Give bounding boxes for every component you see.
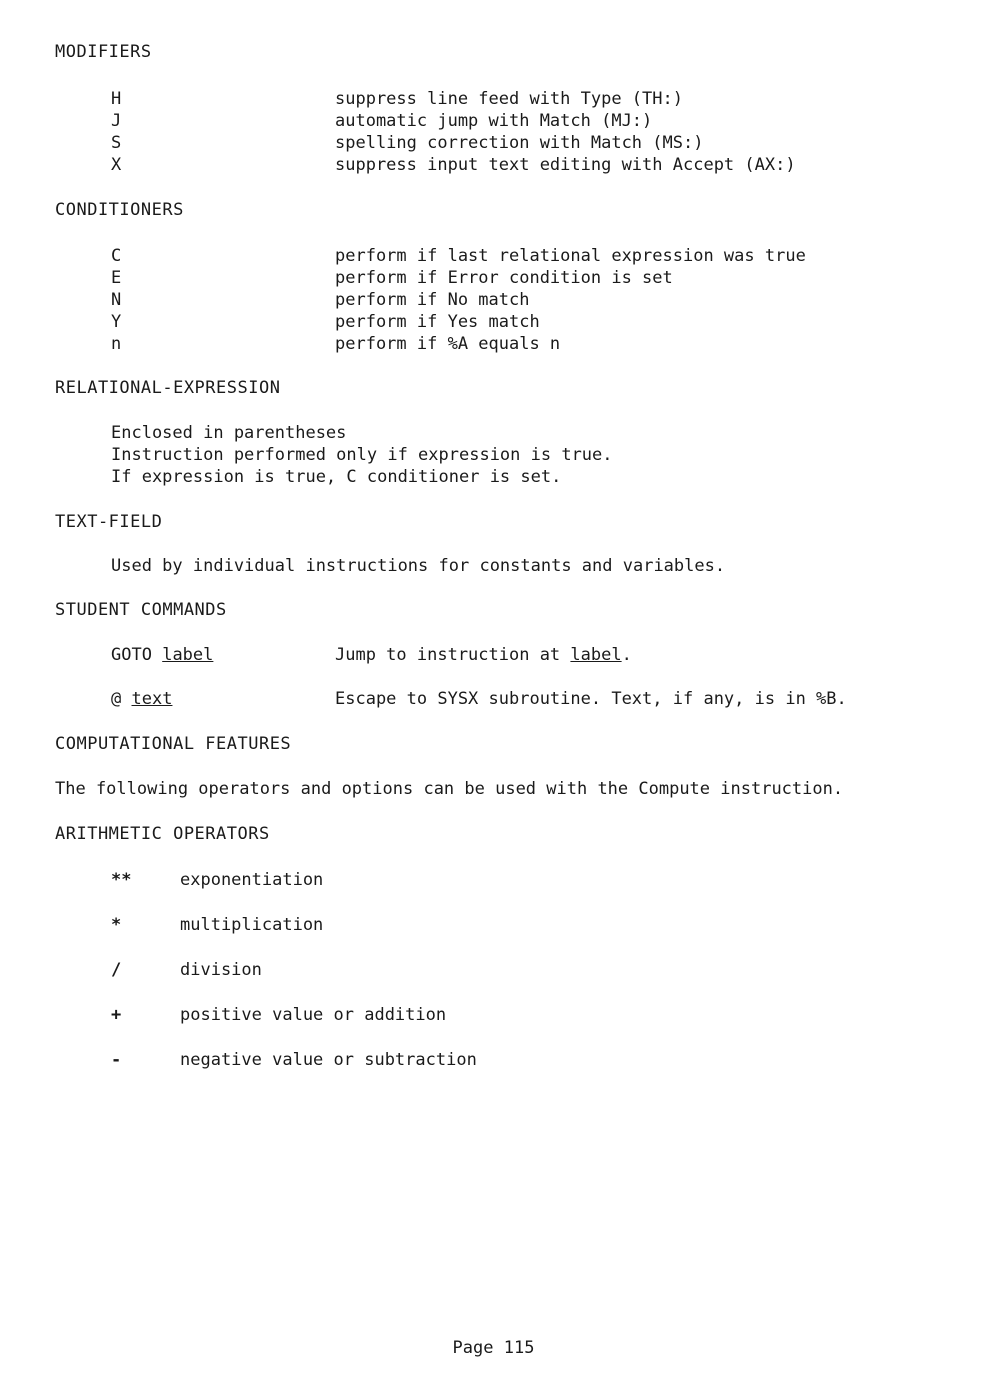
operator-desc: multiplication <box>180 915 324 935</box>
conditioner-code: n <box>111 334 122 354</box>
conditioner-code: E <box>111 268 122 288</box>
goto-argument: label <box>162 645 214 665</box>
operator-symbol: - <box>111 1050 122 1070</box>
goto-keyword: GOTO <box>111 645 152 665</box>
relational-line: Enclosed in parentheses <box>111 423 347 443</box>
goto-command <box>111 645 213 665</box>
textfield-heading: TEXT-FIELD <box>55 512 163 532</box>
relational-line: If expression is true, C conditioner is set. <box>111 467 562 487</box>
conditioner-desc: perform if No match <box>335 290 530 310</box>
textfield-line: Used by individual instructions for constants and variables. <box>111 556 726 576</box>
conditioner-desc: perform if Yes match <box>335 312 540 332</box>
computational-heading: COMPUTATIONAL FEATURES <box>55 734 292 754</box>
escape-command <box>111 689 172 709</box>
student-commands-heading: STUDENT COMMANDS <box>55 600 227 620</box>
modifiers-heading: MODIFIERS <box>55 42 152 62</box>
modifier-code: S <box>111 133 122 153</box>
goto-desc-label: label <box>570 645 622 665</box>
page-number: Page 115 <box>452 1338 535 1358</box>
relational-line: Instruction performed only if expression is true. <box>111 445 613 465</box>
goto-desc-text: Jump to instruction at <box>335 645 561 665</box>
conditioner-desc: perform if %A equals n <box>335 334 561 354</box>
modifier-desc: spelling correction with Match (MS:) <box>335 133 704 153</box>
escape-keyword: @ <box>111 689 122 709</box>
operator-symbol: + <box>111 1005 122 1025</box>
conditioner-desc: perform if last relational expression was true <box>335 246 806 266</box>
modifier-desc: suppress input text editing with Accept (AX:) <box>335 155 796 175</box>
conditioner-desc: perform if Error condition is set <box>335 268 673 288</box>
modifier-code: J <box>111 111 122 131</box>
conditioner-code: N <box>111 290 122 310</box>
conditioner-code: Y <box>111 312 122 332</box>
escape-description: Escape to SYSX subroutine. Text, if any, is in %B. <box>335 689 847 709</box>
relational-heading: RELATIONAL-EXPRESSION <box>55 378 281 398</box>
operator-desc: exponentiation <box>180 870 324 890</box>
modifier-code: H <box>111 89 122 109</box>
operator-desc: negative value or subtraction <box>180 1050 477 1070</box>
goto-description <box>335 645 632 665</box>
operator-desc: positive value or addition <box>180 1005 447 1025</box>
conditioner-code: C <box>111 246 122 266</box>
operator-symbol: / <box>111 960 122 980</box>
goto-desc-period: . <box>621 645 632 665</box>
computational-line: The following operators and options can be used with the Compute instruction. <box>55 779 844 799</box>
modifier-code: X <box>111 155 122 175</box>
modifier-desc: suppress line feed with Type (TH:) <box>335 89 683 109</box>
operator-symbol: ** <box>111 870 132 890</box>
modifier-desc: automatic jump with Match (MJ:) <box>335 111 653 131</box>
conditioners-heading: CONDITIONERS <box>55 200 184 220</box>
arithmetic-heading: ARITHMETIC OPERATORS <box>55 824 270 844</box>
operator-desc: division <box>180 960 262 980</box>
escape-argument: text <box>131 689 173 709</box>
operator-symbol: * <box>111 915 122 935</box>
